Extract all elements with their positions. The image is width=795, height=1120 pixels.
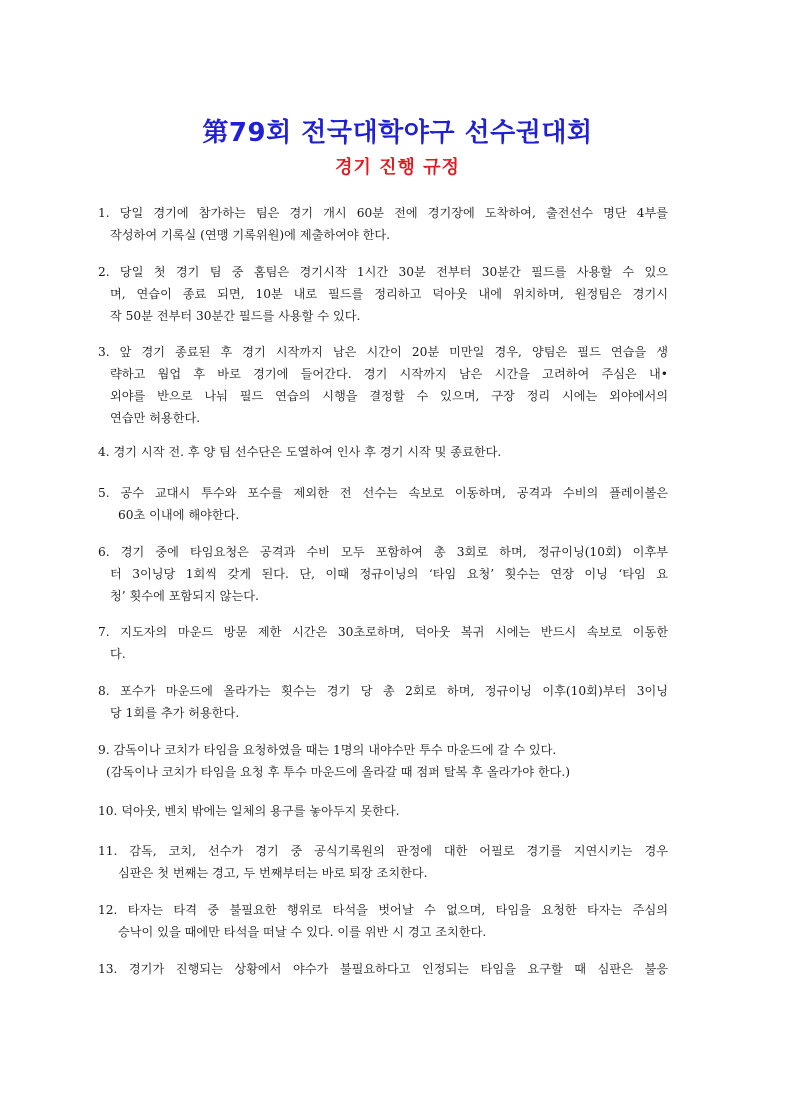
rule-4: [98, 441, 668, 463]
rule-line: 터 3이닝당 1회씩 갖게 된다. 단, 이때 정규이닝의 ‘타임 요청’ 횟수는 연장 이닝 ‘타임 요: [110, 567, 668, 581]
rule-line: 연습만 허용한다.: [110, 411, 201, 425]
rule-3: [98, 341, 668, 429]
rule-line: (감독이나 코치가 타임을 요청 후 투수 마운드에 올라갈 때 점퍼 탈복 후 올라가야 한다.): [106, 765, 571, 779]
rule-line: 2. 당일 첫 경기 팀 중 홈팀은 경기시작 1시간 30분 전부터 30분간 필드를 사용할 수 있으: [98, 265, 668, 279]
rule-line: 작성하여 기록실 (연맹 기록위원)에 제출하여야 한다.: [110, 228, 390, 242]
rule-line: 다.: [110, 647, 126, 661]
rule-13: [98, 958, 668, 980]
rule-7: [98, 621, 668, 665]
rule-line: 당 1회를 추가 허용한다.: [110, 706, 240, 720]
rule-11: [98, 840, 668, 884]
rule-line: 11. 감독, 코치, 선수가 경기 중 공식기록원의 판정에 대한 어필로 경기를 지연시키는 경우: [98, 844, 668, 858]
rule-line: 작 50분 전부터 30분간 필드를 사용할 수 있다.: [110, 309, 361, 323]
rule-line: 12. 타자는 타격 중 불필요한 행위로 타석을 벗어날 수 없으며, 타임을 요청한 타자는 주심의: [98, 903, 668, 917]
rule-line: 승낙이 있을 때에만 타석을 떠날 수 있다. 이를 위반 시 경고 조치한다.: [118, 925, 487, 939]
rule-9: [98, 739, 668, 783]
rule-line: 3. 앞 경기 종료된 후 경기 시작까지 남은 시간이 20분 미만일 경우, 양팀은 필드 연습을 생: [98, 345, 668, 359]
rule-line: 6. 경기 중에 타임요청은 공격과 수비 모두 포함하여 총 3회로 하며, 정규이닝(10회) 이후부: [98, 545, 668, 559]
rule-line: 며, 연습이 종료 되면, 10분 내로 필드를 정리하고 덕아웃 내에 위치하며, 원정팀은 경기시: [110, 287, 668, 301]
rule-line: 심판은 첫 번째는 경고, 두 번째부터는 바로 퇴장 조치한다.: [118, 866, 428, 880]
rule-line: 4. 경기 시작 전. 후 양 팀 선수단은 도열하여 인사 후 경기 시작 및 종료한다.: [98, 445, 502, 459]
rule-5: [98, 482, 668, 526]
document-subtitle: 경기 진행 규정: [335, 157, 460, 178]
rule-line: 청’ 횟수에 포함되지 않는다.: [110, 589, 259, 603]
rule-10: [98, 800, 668, 822]
rule-6: [98, 541, 668, 607]
rule-line: 9. 감독이나 코치가 타임을 요청하였을 때는 1명의 내야수만 투수 마운드에 갈 수 있다.: [98, 743, 557, 757]
rule-line: 7. 지도자의 마운드 방문 제한 시간은 30초로하며, 덕아웃 복귀 시에는 반드시 속보로 이동한: [98, 625, 668, 639]
rule-8: [98, 680, 668, 724]
rule-line: 60초 이내에 해야한다.: [118, 508, 240, 522]
rule-2: [98, 261, 668, 327]
rule-1: [98, 202, 668, 246]
rule-line: 1. 당일 경기에 참가하는 팀은 경기 개시 60분 전에 경기장에 도착하여, 출전선수 명단 4부를: [98, 206, 668, 220]
rule-line: 외야를 반으로 나눠 필드 연습의 시행을 결정할 수 있으며, 구장 정리 시에는 외야에서의: [110, 389, 668, 403]
rule-line: 략하고 웜업 후 바로 경기에 들어간다. 경기 시작까지 남은 시간을 고려하여 주심은 내•: [110, 367, 668, 381]
rule-line: 13. 경기가 진행되는 상황에서 야수가 불필요하다고 인정되는 타임을 요구할 때 심판은 불응: [98, 962, 668, 976]
document-title: 第79회 전국대학야구 선수권대회: [202, 118, 593, 148]
rule-line: 8. 포수가 마운드에 올라가는 횟수는 경기 당 총 2회로 하며, 정규이닝 이후(10회)부터 3이닝: [98, 684, 668, 698]
rule-line: 10. 덕아웃, 벤치 밖에는 일체의 용구를 놓아두지 못한다.: [98, 804, 400, 818]
rule-12: [98, 899, 668, 943]
rule-line: 5. 공수 교대시 투수와 포수를 제외한 전 선수는 속보로 이동하며, 공격과 수비의 플레이볼은: [98, 486, 668, 500]
